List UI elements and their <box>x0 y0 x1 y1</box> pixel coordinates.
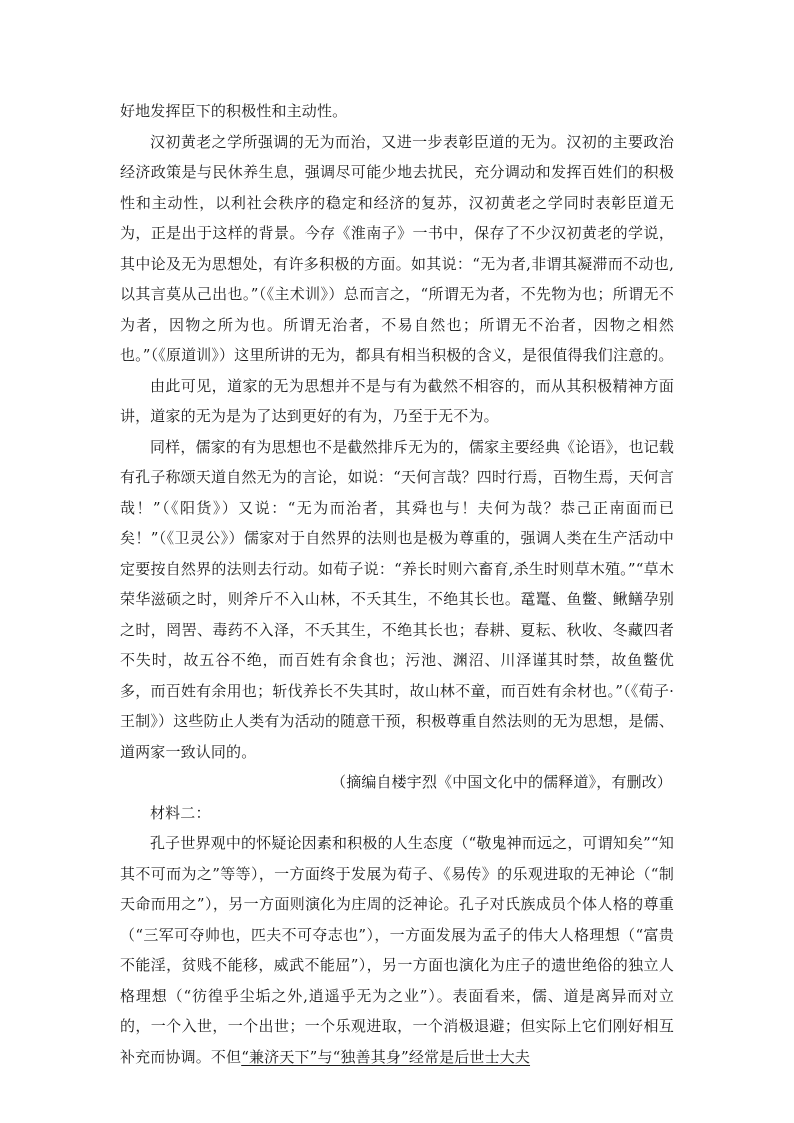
paragraph-material-two <box>120 828 674 1072</box>
paragraph-material-two-text: 孔子世界观中的怀疑论因素和积极的人生态度（“敬鬼神而远之，可谓知矣”“知其不可而为之”等等），一方面终于发展为荀子、《易传》的乐观进取的无神论（“制天命而用之”），另一方面则演化为庄周的泛神论。孔子对氏族成员个体人格的尊重（“三军可夺帅也，匹夫不可夺志也”），一方面发展为孟子的伟大人格理想（“富贵不能淫，贫贱不能移，威武不能屈”），另一方面也演化为庄子的遗世绝俗的独立人格理想（“彷徨乎尘垢之外,逍遥乎无为之业”）。表面看来，儒、道是离异而对立的，一个入世，一个出世；一个乐观进取，一个消极退避；但实际上它们刚好相互补充而协调。不但 <box>120 834 674 1066</box>
paragraph-daoist-conclusion: 由此可见，道家的无为思想并不是与有为截然不相容的，而从其积极精神方面讲，道家的无为是为了达到更好的有为，乃至于无不为。 <box>120 376 674 425</box>
paragraph-confucian: 同样，儒家的有为思想也不是截然排斥无为的，儒家主要经典《论语》，也记载有孔子称颂天道自然无为的言论，如说：“天何言哉？四时行焉，百物生焉，天何言哉！”（《阳货》）又说：“无为而治者，其舜也与！夫何为哉？恭己正南面而已矣！”（《卫灵公》）儒家对于自然界的法则也是极为尊重的，强调人类在生产活动中定要按自然界的法则去行动。如荀子说：“养长时则六畜育,杀生时则草木殖。”“草木荣华滋硕之时，则斧斤不入山林，不夭其生，不绝其长也。鼋鼍、鱼鳖、鳅鳝孕别之时，罔罟、毒药不入泽，不夭其生，不绝其长也；春耕、夏耘、秋收、冬藏四者不失时，故五谷不绝，而百姓有余食也；污池、渊沼、川泽谨其时禁，故鱼鳖优多，而百姓有余用也；斩伐养长不失其时，故山林不童，而百姓有余材也。”（《荀子·王制》）这些防止人类有为活动的随意干预，积极尊重自然法则的无为思想，是儒、道两家一致认同的。 <box>120 437 674 761</box>
source-citation: （摘编自楼宇烈《中国文化中的儒释道》，有删改） <box>331 773 672 791</box>
underlined-phrase: “兼济天下”与“独善其身”经常是后世士大夫 <box>241 1047 531 1066</box>
material-two-label: 材料二： <box>150 803 211 822</box>
paragraph-huanglao: 汉初黄老之学所强调的无为而治，又进一步表彰臣道的无为。汉初的主要政治经济政策是与民休养生息，强调尽可能少地去扰民，充分调动和发挥百姓们的积极性和主动性，以利社会秩序的稳定和经济的复苏，汉初黄老之学同时表彰臣道无为，正是出于这样的背景。今存《淮南子》一书中，保存了不少汉初黄老的学说，其中论及无为思想处，有许多积极的方面。如其说：“无为者,非谓其凝滞而不动也,以其言莫从己出也。”（《主术训》）总而言之，“所谓无为者，不先物为也；所谓无不为者，因物之所为也。所谓无治者，不易自然也；所谓无不治者，因物之相然也。”（《原道训》）这里所讲的无为，都具有相当积极的含义，是很值得我们注意的。 <box>120 132 674 364</box>
paragraph-intro-tail: 好地发挥臣下的积极性和主动性。 <box>120 102 348 120</box>
